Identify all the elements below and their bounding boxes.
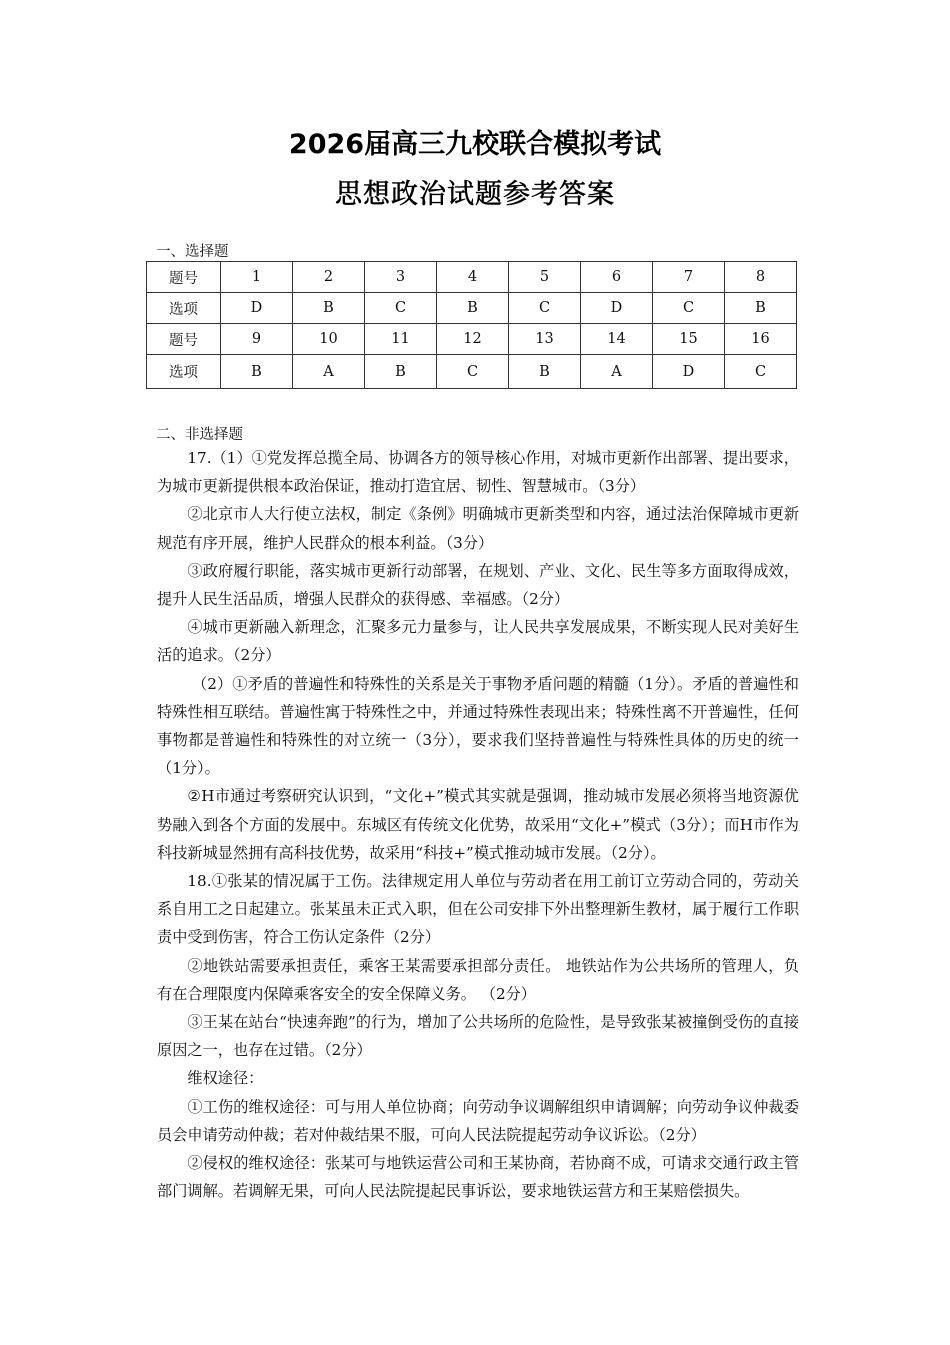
table-cell: 15 [653,324,725,355]
table-cell: C [365,293,437,324]
table-row [147,293,797,324]
table-cell: D [581,293,653,324]
table-cell: 2 [293,262,365,293]
table-cell: 4 [437,262,509,293]
table-cell: A [293,355,365,389]
table-cell: 11 [365,324,437,355]
table-cell: 10 [293,324,365,355]
document-subtitle: 思想政治试题参考答案 [335,179,615,210]
answer-paragraph: 17.（1）①党发挥总揽全局、协调各方的领导核心作用，对城市更新作出部署、提出要求，为城市更新提供根本政治保证，推动打造宜居、韧性、智慧城市。（3分） [157,449,799,496]
answer-paragraph: ③王某在站台“快速奔跑”的行为，增加了公共场所的危险性，是导致张某被撞倒受伤的直接原因之一，也存在过错。（2分） [157,1013,799,1060]
table-row [147,324,797,355]
table-cell: 13 [509,324,581,355]
answer-paragraph: 18.①张某的情况属于工伤。法律规定用人单位与劳动者在用工前订立劳动合同的，劳动关系自用工之日起建立。张某虽未正式入职，但在公司安排下外出整理新生教材，属于履行工作职责中受到伤害，符合工伤认定条件（2分） [157,872,799,947]
table-cell: 5 [509,262,581,293]
answer-table [146,261,797,389]
table-cell: B [365,355,437,389]
row-header: 选项 [147,355,221,389]
table-cell: C [437,355,509,389]
table-cell: 14 [581,324,653,355]
table-cell: B [293,293,365,324]
table-cell: 3 [365,262,437,293]
answer-paragraph: （2）①矛盾的普遍性和特殊性的关系是关于事物矛盾问题的精髓（1分）。矛盾的普遍性和特殊性相互联结。普遍性寓于特殊性之中，并通过特殊性表现出来；特殊性离不开普遍性，任何事物都是普遍性和特殊性的对立统一（3分），要求我们坚持普遍性与特殊性具体的历史的统一（1分）。 [157,674,799,778]
answer-paragraph: ②地铁站需要承担责任，乘客王某需要承担部分责任。 地铁站作为公共场所的管理人，负有在合理限度内保障乘客安全的安全保障义务。 （2分） [157,956,799,1003]
table-cell: 9 [221,324,293,355]
answer-paragraph: ②H市通过考察研究认识到，“文化+”模式其实就是强调，推动城市发展必须将当地资源优势融入到各个方面的发展中。东城区有传统文化优势，故采用“文化+”模式（3分）；而H市作为科技新城显然拥有高科技优势，故采用“科技+”模式推动城市发展。（2分）。 [157,787,799,862]
table-cell: 12 [437,324,509,355]
answer-body [157,444,799,1205]
table-cell: B [509,355,581,389]
table-row [147,262,797,293]
table-row [147,355,797,389]
answer-paragraph: 维权途径： [187,1069,264,1088]
table-cell: D [653,355,725,389]
table-cell: B [725,293,797,324]
section-heading-nonchoice: 二、非选择题 [156,427,243,443]
table-cell: C [509,293,581,324]
row-header: 题号 [147,262,221,293]
answer-paragraph: ②侵权的维权途径：张某可与地铁运营公司和王某协商，若协商不成，可请求交通行政主管部门调解。若调解无果，可向人民法院提起民事诉讼，要求地铁运营方和王某赔偿损失。 [157,1154,799,1201]
answer-paragraph: ③政府履行职能，落实城市更新行动部署，在规划、产业、文化、民生等多方面取得成效，提升人民生活品质，增强人民群众的获得感、幸福感。（2分） [157,561,799,609]
document-title: 2026届高三九校联合模拟考试 [288,129,662,160]
answer-paragraph: ④城市更新融入新理念，汇聚多元力量参与，让人民共享发展成果，不断实现人民对美好生活的追求。（2分） [157,618,799,665]
table-cell: C [653,293,725,324]
table-cell: 16 [725,324,797,355]
table-cell: B [437,293,509,324]
table-cell: 7 [653,262,725,293]
row-header: 选项 [147,293,221,324]
table-cell: C [725,355,797,389]
section-heading-choice: 一、选择题 [156,244,229,260]
table-cell: D [221,293,293,324]
table-cell: 6 [581,262,653,293]
table-cell: B [221,355,293,389]
answer-paragraph: ②北京市人大行使立法权，制定《条例》明确城市更新类型和内容，通过法治保障城市更新规范有序开展，维护人民群众的根本利益。（3分） [157,505,799,552]
row-header: 题号 [147,324,221,355]
table-cell: 8 [725,262,797,293]
table-cell: A [581,355,653,389]
table-cell: 1 [221,262,293,293]
answer-paragraph: ①工伤的维权途径：可与用人单位协商；向劳动争议调解组织申请调解；向劳动争议仲裁委员会申请劳动仲裁；若对仲裁结果不服，可向人民法院提起劳动争议诉讼。（2分） [157,1097,799,1144]
